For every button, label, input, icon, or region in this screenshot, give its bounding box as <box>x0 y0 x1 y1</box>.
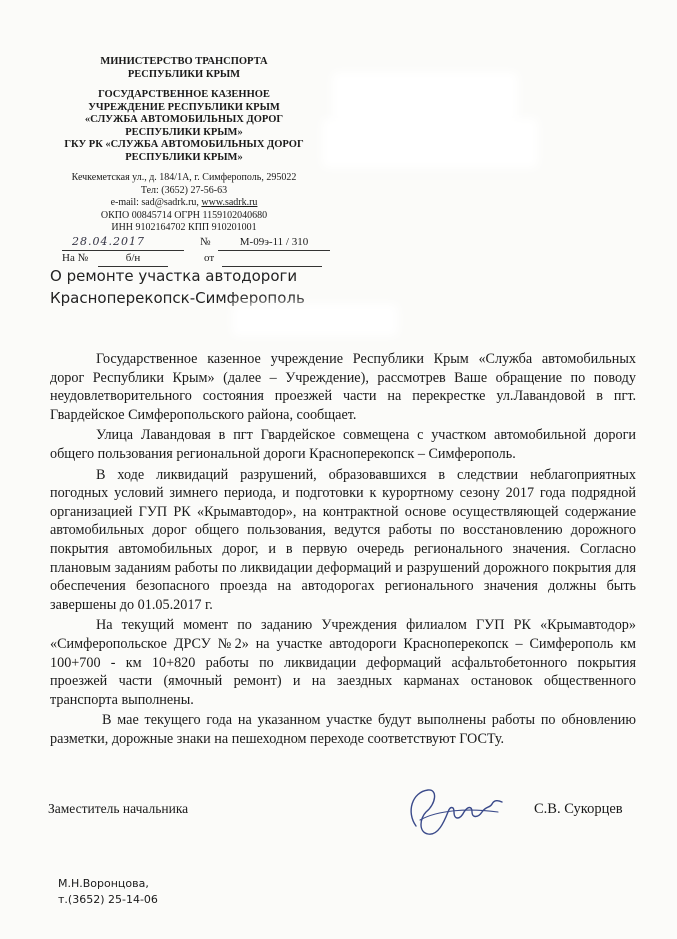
reference-from-label: от <box>204 252 215 264</box>
redacted-area <box>330 126 530 160</box>
contact-block <box>58 172 310 235</box>
org-line-4: РЕСПУБЛИКИ КРЫМ» <box>125 126 243 138</box>
address: Кечкеметская ул., д. 184/1А, г. Симферополь, 295022 <box>71 172 297 183</box>
subject <box>50 265 350 309</box>
redacted-area <box>240 312 390 328</box>
paragraph-4: На текущий момент по заданию Учреждения филиалом ГУП РК «Крымавтодор» «Симферопольское ДРСУ №2» на участке автодороги Красноперекопск – Симферополь км 100+700 - км 10+820 работы по ликвидации деформаций асфальтобетонного покрытия проезжей части (ямочный ремонт) и на заездных карманах остановок общественного транспорта выполнены. <box>50 617 636 708</box>
website-link[interactable]: www.sadrk.ru <box>201 197 258 208</box>
paragraph-3: В ходе ликвидаций разрушений, образовавшихся в следствии неблагоприятных погодных условий зимнего периода, и подготовки к курортному сезону 2017 года подрядной организацией ГУП РК «Крымавтодор», на контрактной основе осуществляющей содержание автомобильных дорог общего пользования, ведутся работы по восстановлению дорожного покрытия автомобильных дорог, и в первую очередь регионального значения. Согласно плановым заданиям работы по ликвидации деформаций и разрушений дорожного покрытия для обеспечения безопасного проезда на автодорогах регионального значения должны быть завершены до 01.05.2017 г. <box>50 466 636 613</box>
signatory-title: Заместитель начальника <box>48 801 189 816</box>
phone: Тел: (3652) 27-56-63 <box>140 184 228 196</box>
reference-line <box>62 250 332 266</box>
signatory-name: С.В. Сукорцев <box>534 801 623 817</box>
outgoing-date-number <box>52 234 322 250</box>
paragraph-5: В мае текущего года на указанном участке будут выполнены работы по обновлению разметки, дорожные знаки на пешеходном переходе соответствуют ГОСТу. <box>50 712 636 747</box>
letterhead <box>58 56 310 164</box>
email: e-mail: sad@sadrk.ru, <box>110 197 202 208</box>
inn-kpp: ИНН 9102164702 КПП 910201001 <box>111 222 257 233</box>
subject-line-1: О ремонте участка автодороги <box>50 267 298 285</box>
ministry-line-2: РЕСПУБЛИКИ КРЫМ <box>127 68 241 80</box>
outgoing-date: 28.04.2017 <box>62 234 184 251</box>
handwritten-signature <box>398 782 508 842</box>
ministry-line-1: МИНИСТЕРСТВО ТРАНСПОРТА <box>100 56 268 67</box>
redacted-area <box>340 80 510 116</box>
org-line-3: «СЛУЖБА АВТОМОБИЛЬНЫХ ДОРОГ <box>84 114 284 125</box>
outgoing-number: М-09э-11 / 310 <box>218 234 330 251</box>
executor-block <box>58 876 158 908</box>
short-name-line-1: ГКУ РК «СЛУЖБА АВТОМОБИЛЬНЫХ ДОРОГ <box>64 139 304 150</box>
paragraph-2: Улица Лавандовая в пгт Гвардейское совмещена с участком автомобильной дороги общего пользования региональной дороги Красноперекопск – Симферополь. <box>50 427 636 462</box>
number-sign: № <box>200 236 211 248</box>
org-line-1: ГОСУДАРСТВЕННОЕ КАЗЕННОЕ <box>98 89 270 100</box>
letter-body <box>50 350 636 750</box>
executor-name: М.Н.Воронцова, <box>58 877 149 890</box>
org-line-2: УЧРЕЖДЕНИЕ РЕСПУБЛИКИ КРЫМ <box>88 101 280 113</box>
paragraph-1: Государственное казенное учреждение Республики Крым «Служба автомобильных дорог Республики Крым» (далее – Учреждение), рассмотрев Ваше обращение по поводу неудовлетворительного состояния проезжей части на перекрестке ул.Лавандовой в пгт. Гвардейское Симферопольского района, сообщает. <box>50 351 636 423</box>
email-line <box>58 197 310 210</box>
reference-number: б/н <box>98 250 168 267</box>
short-name-line-2: РЕСПУБЛИКИ КРЫМ» <box>125 151 243 163</box>
executor-phone: т.(3652) 25-14-06 <box>58 893 158 906</box>
reference-label: На № <box>62 252 89 264</box>
subject-line-2: Красноперекопск-Симферополь <box>50 289 305 307</box>
okpo-ogrn: ОКПО 00845714 ОГРН 1159102040680 <box>100 209 268 221</box>
